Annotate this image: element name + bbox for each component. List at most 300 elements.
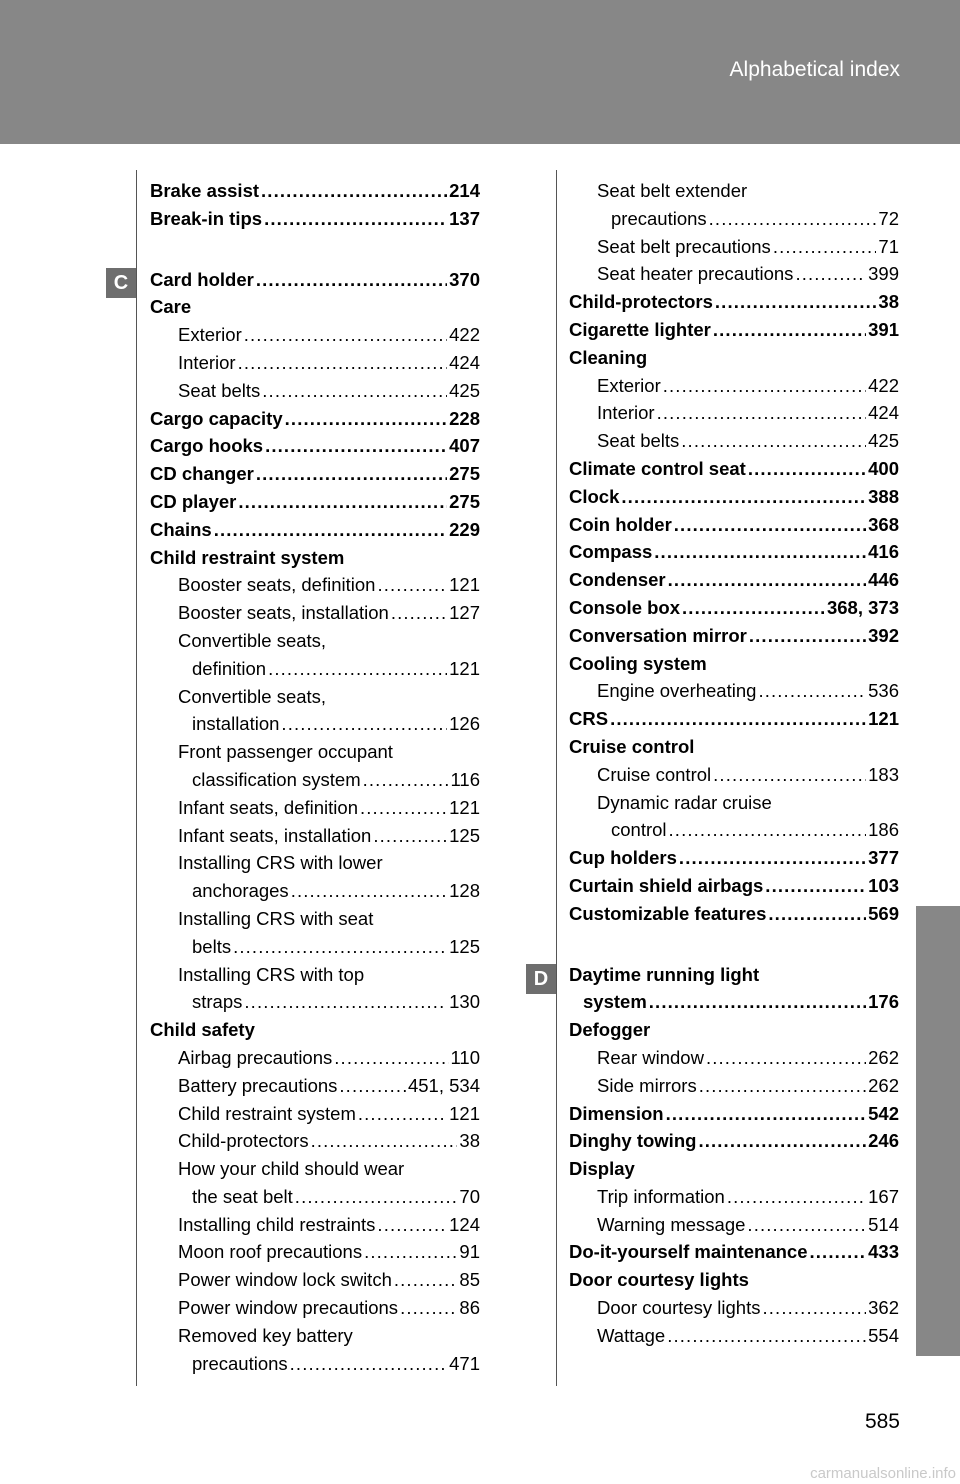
index-page-ref: 391 [868, 318, 899, 340]
section-letter-c: C [106, 268, 136, 298]
dot-leader [377, 571, 447, 599]
dot-leader [238, 349, 448, 377]
dot-leader [810, 1238, 867, 1266]
index-term: Side mirrors [597, 1074, 697, 1096]
dot-leader [373, 822, 447, 850]
index-term: Seat belts [178, 379, 261, 401]
index-page-ref: 246 [868, 1130, 899, 1152]
index-page-ref: 542 [868, 1102, 899, 1124]
index-term: precautions [611, 207, 707, 229]
index-term: Brake assist [150, 180, 260, 201]
index-term: Dynamic radar cruise [597, 791, 772, 813]
dot-leader [709, 205, 877, 233]
dot-leader [649, 988, 866, 1016]
index-page-ref: 422 [449, 324, 480, 346]
index-entry [569, 1183, 899, 1211]
index-term: Card holder [150, 268, 254, 290]
dot-leader [679, 844, 866, 872]
dot-leader [256, 460, 447, 488]
index-term: Door courtesy lights [597, 1297, 761, 1319]
index-entry [150, 794, 480, 822]
index-entry [569, 483, 899, 511]
index-entry [569, 205, 899, 233]
index-page-ref: 471 [449, 1352, 480, 1374]
dot-leader [674, 511, 866, 539]
index-page-ref: 176 [868, 991, 899, 1013]
index-term: Booster seats, installation [178, 602, 389, 624]
dot-leader [264, 205, 447, 233]
index-entry [150, 683, 480, 711]
index-entry [150, 877, 480, 905]
dot-leader [244, 321, 447, 349]
index-entry [569, 988, 899, 1016]
index-entry [569, 844, 899, 872]
index-page-ref: 370 [449, 268, 480, 290]
index-entry [150, 321, 480, 349]
column-rule-left [136, 170, 137, 1386]
index-term: Convertible seats, [178, 629, 327, 651]
index-entry [150, 293, 480, 321]
index-term: Cruise control [597, 763, 712, 785]
index-page-ref: 424 [868, 402, 899, 424]
index-term: Warning message [597, 1213, 746, 1235]
index-term: classification system [192, 768, 361, 790]
index-term: Installing CRS with lower [178, 852, 383, 874]
index-entry [150, 177, 480, 205]
index-entry [150, 933, 480, 961]
index-entry [150, 1350, 480, 1378]
index-term: Interior [178, 351, 236, 373]
page-number: 585 [864, 1410, 900, 1433]
dot-leader [363, 766, 449, 794]
dot-leader [265, 432, 447, 460]
index-entry [150, 516, 480, 544]
index-entry [569, 1211, 899, 1239]
dot-leader [291, 877, 447, 905]
index-term: Coin holder [569, 513, 672, 535]
dot-leader [391, 599, 447, 627]
index-entry [150, 460, 480, 488]
index-term: Compass [569, 541, 653, 563]
dot-leader [261, 177, 447, 205]
index-column-right [569, 177, 899, 1350]
index-page-ref: 71 [878, 235, 899, 257]
dot-leader [765, 872, 866, 900]
index-entry [569, 650, 899, 678]
page-header [0, 0, 960, 144]
index-term: definition [192, 657, 267, 679]
index-page-ref: 86 [459, 1297, 480, 1319]
dot-leader [610, 705, 866, 733]
index-page-ref: 377 [868, 847, 899, 869]
index-term: Defogger [569, 1019, 651, 1041]
index-entry [150, 571, 480, 599]
index-entry [150, 1044, 480, 1072]
dot-leader [334, 1044, 448, 1072]
index-term: Rear window [597, 1046, 704, 1068]
index-entry [150, 432, 480, 460]
index-entry [569, 622, 899, 650]
dot-leader [762, 1294, 866, 1322]
dot-leader [747, 1211, 866, 1239]
index-entry [150, 1322, 480, 1350]
dot-leader [238, 488, 447, 516]
index-term: Power window lock switch [178, 1269, 392, 1291]
index-entry [150, 1100, 480, 1128]
index-term: CRS [569, 708, 609, 730]
index-page-ref: 70 [459, 1185, 480, 1207]
index-term: Child-protectors [178, 1130, 309, 1152]
index-entry [150, 1183, 480, 1211]
index-entry [569, 316, 899, 344]
dot-leader [713, 316, 866, 344]
dot-leader [358, 1100, 447, 1128]
index-term: belts [192, 935, 232, 957]
index-term: Convertible seats, [178, 685, 327, 707]
dot-leader [295, 1183, 458, 1211]
index-entry [150, 1211, 480, 1239]
index-entry [150, 349, 480, 377]
index-page-ref: 554 [868, 1324, 899, 1346]
index-page-ref: 121 [868, 708, 899, 730]
index-page-ref: 362 [868, 1297, 899, 1319]
index-term: Dimension [569, 1102, 664, 1124]
index-entry [569, 594, 899, 622]
index-entry [569, 733, 899, 761]
index-entry [150, 544, 480, 572]
dot-leader [768, 900, 866, 928]
index-term: installation [192, 713, 280, 735]
index-entry [150, 1266, 480, 1294]
index-term: straps [192, 991, 243, 1013]
index-entry [150, 205, 480, 233]
index-page-ref: 262 [868, 1046, 899, 1068]
index-term: Wattage [597, 1324, 666, 1346]
index-entry [150, 849, 480, 877]
index-term: system [583, 991, 647, 1013]
index-page-ref: 228 [449, 407, 480, 429]
index-term: Break-in tips [150, 207, 263, 229]
dot-leader [256, 266, 447, 294]
index-entry [569, 1294, 899, 1322]
dot-leader [727, 1183, 866, 1211]
index-entry [569, 677, 899, 705]
index-page-ref: 422 [868, 374, 899, 396]
index-entry [150, 766, 480, 794]
index-entry [150, 233, 480, 266]
index-term: Installing CRS with seat [178, 907, 374, 929]
index-entry [150, 488, 480, 516]
index-page-ref: 425 [449, 379, 480, 401]
dot-leader [669, 816, 867, 844]
index-entry [150, 655, 480, 683]
index-term: Conversation mirror [569, 624, 747, 646]
index-page-ref: 103 [868, 874, 899, 896]
index-page-ref: 514 [868, 1213, 899, 1235]
index-entry [150, 1155, 480, 1183]
index-term: Display [569, 1158, 635, 1180]
dot-leader [795, 260, 866, 288]
index-page-ref: 121 [449, 574, 480, 596]
index-term: Seat belt precautions [597, 235, 771, 257]
index-entry [569, 1100, 899, 1128]
index-entry [150, 1016, 480, 1044]
index-term: CD player [150, 490, 237, 512]
header-title: Alphabetical index [729, 58, 900, 81]
index-term: Exterior [178, 324, 242, 346]
index-entry [569, 1016, 899, 1044]
index-entry [569, 761, 899, 789]
index-entry [569, 288, 899, 316]
index-page-ref: 121 [449, 657, 480, 679]
dot-leader [400, 1294, 457, 1322]
index-page-ref: 416 [868, 541, 899, 563]
index-page-ref: 125 [449, 935, 480, 957]
index-page-ref: 186 [868, 819, 899, 841]
index-term: Cruise control [569, 735, 695, 757]
dot-leader [377, 1211, 447, 1239]
index-page-ref: 214 [449, 180, 480, 201]
index-entry [569, 344, 899, 372]
index-term: Booster seats, definition [178, 574, 376, 596]
index-term: Clock [569, 485, 620, 507]
index-page-ref: 399 [868, 263, 899, 285]
index-entry [569, 372, 899, 400]
index-page-ref: 167 [868, 1185, 899, 1207]
index-entry [150, 1238, 480, 1266]
index-entry [150, 1294, 480, 1322]
index-page-ref: 424 [449, 351, 480, 373]
index-entry [569, 1044, 899, 1072]
index-page-ref: 116 [450, 768, 480, 790]
dot-leader [666, 1100, 867, 1128]
index-term: Care [150, 296, 192, 318]
index-entry [150, 738, 480, 766]
index-entry [569, 511, 899, 539]
index-page-ref: 126 [449, 713, 480, 735]
index-term: Battery precautions [178, 1074, 338, 1096]
index-entry [150, 961, 480, 989]
index-term: anchorages [192, 880, 289, 902]
index-entry [569, 399, 899, 427]
index-term: Infant seats, installation [178, 824, 372, 846]
index-term: Seat belts [597, 430, 680, 452]
index-term: Trip information [597, 1185, 725, 1207]
index-page-ref: 275 [449, 490, 480, 512]
dot-leader [394, 1266, 458, 1294]
index-term: Cup holders [569, 847, 677, 869]
index-page-ref: 407 [449, 435, 480, 457]
index-entry [150, 988, 480, 1016]
dot-leader [244, 988, 447, 1016]
index-term: Door courtesy lights [569, 1269, 749, 1291]
index-term: How your child should wear [178, 1158, 405, 1180]
index-page-ref: 121 [449, 1102, 480, 1124]
index-entry [569, 705, 899, 733]
index-entry [569, 538, 899, 566]
dot-leader [214, 516, 447, 544]
index-page-ref: 137 [449, 207, 480, 229]
index-term: Seat heater precautions [597, 263, 794, 285]
index-term: Moon roof precautions [178, 1241, 363, 1263]
dot-leader [667, 1322, 866, 1350]
index-page-ref: 368, 373 [826, 596, 899, 618]
index-page-ref: 38 [878, 291, 899, 313]
index-entry [150, 266, 480, 294]
index-page-ref: 388 [868, 485, 899, 507]
index-page-ref: 38 [459, 1130, 480, 1152]
index-term: Installing child restraints [178, 1213, 376, 1235]
index-term: Condenser [569, 569, 666, 591]
dot-leader [663, 372, 866, 400]
index-term: precautions [192, 1352, 288, 1374]
index-page-ref: 121 [449, 796, 480, 818]
index-entry [150, 1127, 480, 1155]
index-entry [150, 405, 480, 433]
dot-leader [681, 427, 866, 455]
index-entry [150, 627, 480, 655]
dot-leader [668, 566, 866, 594]
index-term: Chains [150, 518, 212, 540]
index-page-ref: 125 [449, 824, 480, 846]
index-term: Dinghy towing [569, 1130, 697, 1152]
index-term: Exterior [597, 374, 661, 396]
index-term: Customizable features [569, 902, 767, 924]
index-entry [569, 455, 899, 483]
dot-leader [290, 1350, 447, 1378]
watermark: carmanualsonline.info [810, 1465, 956, 1482]
index-entry [569, 177, 899, 205]
index-page-ref: 262 [868, 1074, 899, 1096]
index-term: Front passenger occupant [178, 741, 393, 763]
index-entry [150, 905, 480, 933]
index-term: Child-protectors [569, 291, 713, 313]
index-term: Infant seats, definition [178, 796, 358, 818]
dot-leader [748, 455, 866, 483]
index-page-ref: 368 [868, 513, 899, 535]
index-page-ref: 275 [449, 463, 480, 485]
index-page-ref: 183 [868, 763, 899, 785]
index-page-ref: 451, 534 [407, 1074, 480, 1096]
index-term: Cargo capacity [150, 407, 283, 429]
index-entry [569, 1266, 899, 1294]
index-term: Installing CRS with top [178, 963, 365, 985]
index-term: Interior [597, 402, 655, 424]
index-term: Cargo hooks [150, 435, 264, 457]
index-page-ref: 229 [449, 518, 480, 540]
dot-leader [311, 1127, 458, 1155]
index-term: Child safety [150, 1019, 255, 1041]
dot-leader [773, 233, 877, 261]
dot-leader [339, 1072, 406, 1100]
index-page-ref: 433 [868, 1241, 899, 1263]
index-term: Climate control seat [569, 457, 746, 479]
index-term: Child restraint system [178, 1102, 356, 1124]
dot-leader [233, 933, 447, 961]
index-entry [569, 816, 899, 844]
dot-leader [682, 594, 825, 622]
index-entry [569, 1238, 899, 1266]
dot-leader [364, 1238, 457, 1266]
index-entry [150, 377, 480, 405]
index-entry [150, 710, 480, 738]
index-term: Cooling system [569, 652, 707, 674]
dot-leader [285, 405, 447, 433]
dot-leader [706, 1044, 866, 1072]
index-page-ref: 536 [868, 680, 899, 702]
section-letter-d: D [526, 964, 556, 994]
index-page-ref: 72 [878, 207, 899, 229]
index-term: the seat belt [192, 1185, 293, 1207]
index-page-ref: 425 [868, 430, 899, 452]
column-rule-middle [556, 170, 557, 1386]
index-column-left [150, 177, 480, 1377]
index-page-ref: 400 [868, 457, 899, 479]
index-term: Seat belt extender [597, 180, 748, 201]
index-entry [569, 260, 899, 288]
index-entry [569, 900, 899, 928]
index-entry [150, 599, 480, 627]
dot-leader [360, 794, 447, 822]
dot-leader [654, 538, 866, 566]
index-term: Cigarette lighter [569, 318, 711, 340]
dot-leader [699, 1072, 866, 1100]
index-term: Removed key battery [178, 1324, 353, 1346]
index-entry [569, 1072, 899, 1100]
dot-leader [657, 399, 867, 427]
index-entry [569, 233, 899, 261]
index-entry [569, 1127, 899, 1155]
dot-leader [268, 655, 447, 683]
index-entry [569, 961, 899, 989]
index-page-ref: 128 [449, 880, 480, 902]
index-entry [569, 789, 899, 817]
dot-leader [621, 483, 866, 511]
index-entry [569, 566, 899, 594]
dot-leader [262, 377, 447, 405]
index-entry [569, 1322, 899, 1350]
index-entry [569, 427, 899, 455]
index-page-ref: 392 [868, 624, 899, 646]
index-term: Daytime running light [569, 963, 760, 985]
index-term: Engine overheating [597, 680, 757, 702]
dot-leader [749, 622, 866, 650]
index-page-ref: 85 [459, 1269, 480, 1291]
index-term: Power window precautions [178, 1297, 399, 1319]
dot-leader [713, 761, 866, 789]
index-entry [569, 1155, 899, 1183]
index-page-ref: 91 [459, 1241, 480, 1263]
dot-leader [715, 288, 877, 316]
dot-leader [281, 710, 447, 738]
index-page-ref: 127 [449, 602, 480, 624]
index-term: CD changer [150, 463, 254, 485]
chapter-side-tab [916, 906, 960, 1356]
dot-leader [698, 1127, 866, 1155]
index-term: Curtain shield airbags [569, 874, 764, 896]
index-page-ref: 110 [450, 1046, 480, 1068]
index-term: Airbag precautions [178, 1046, 333, 1068]
index-page-ref: 569 [868, 902, 899, 924]
dot-leader [758, 677, 866, 705]
index-page-ref: 130 [449, 991, 480, 1013]
index-entry [150, 822, 480, 850]
index-term: Do-it-yourself maintenance [569, 1241, 808, 1263]
index-page-ref: 124 [449, 1213, 480, 1235]
index-entry [150, 1072, 480, 1100]
index-term: Cleaning [569, 346, 648, 368]
index-entry [569, 872, 899, 900]
